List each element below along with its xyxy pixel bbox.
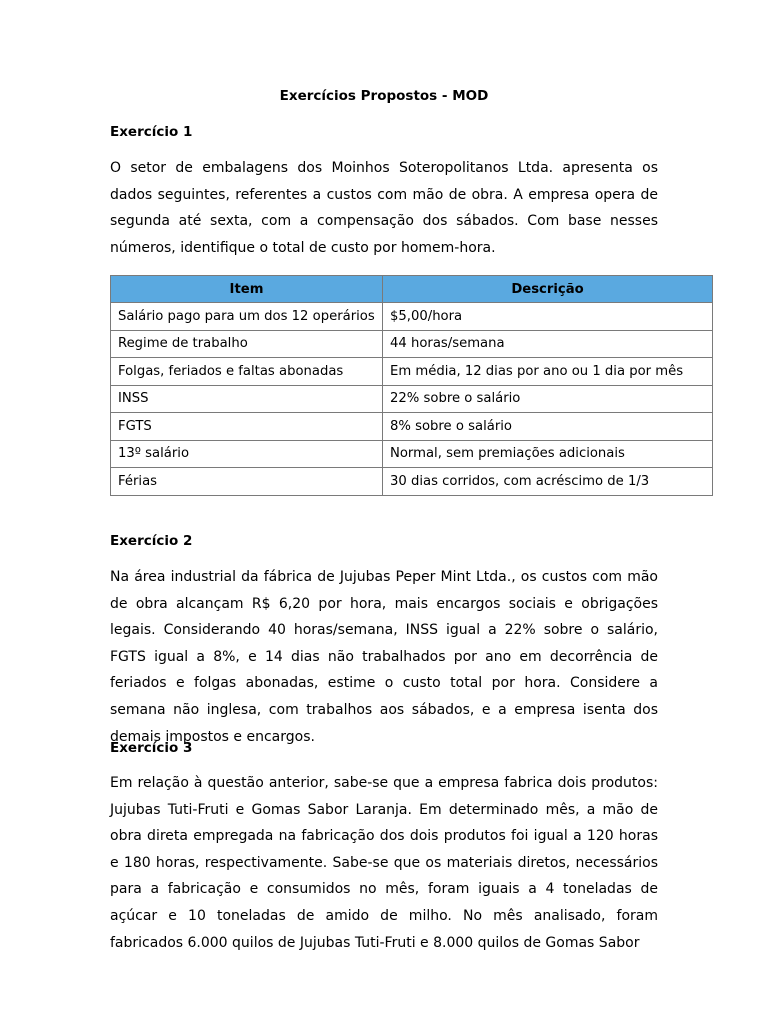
table-row — [111, 385, 713, 413]
table-cell-description: 22% sobre o salário — [383, 385, 713, 413]
table-row — [111, 358, 713, 386]
table-cell-description: $5,00/hora — [383, 303, 713, 331]
table-row — [111, 440, 713, 468]
exercise-3-heading: Exercício 3 — [110, 740, 193, 756]
document-title: Exercícios Propostos - MOD — [279, 88, 489, 104]
table-header-row — [111, 276, 713, 303]
table-cell-item: INSS — [111, 385, 383, 413]
column-header-item: Item — [111, 276, 383, 303]
table-cell-item: FGTS — [111, 413, 383, 441]
table-cell-item: Folgas, feriados e faltas abonadas — [111, 358, 383, 386]
exercise-3-text: Em relação à questão anterior, sabe-se que a empresa fabrica dois produtos: Jujubas Tuti-Fruti e Gomas Sabor Laranja. Em determinado mês, a mão de obra direta empregada na fabricação dos dois produtos foi igual a 120 horas e 180 horas, respectivamente. Sabe-se que os materiais diretos, necessários para a fabricação e consumidos no mês, foram iguais a 4 toneladas de açúcar e 10 toneladas de amido de milho. No mês analisado, foram fabricados 6.000 quilos de Jujubas Tuti-Fruti e 8.000 quilos de Gomas Sabor — [110, 775, 658, 951]
table-cell-description: 30 dias corridos, com acréscimo de 1/3 — [383, 468, 713, 496]
table-cell-item: 13º salário — [111, 440, 383, 468]
table-row — [111, 413, 713, 441]
exercise-1-heading: Exercício 1 — [110, 124, 193, 140]
exercise-2-heading: Exercício 2 — [110, 533, 193, 549]
table-cell-description: Em média, 12 dias por ano ou 1 dia por mês — [383, 358, 713, 386]
exercise-2-text: Na área industrial da fábrica de Jujubas Peper Mint Ltda., os custos com mão de obra alcançam R$ 6,20 por hora, mais encargos sociais e obrigações legais. Considerando 40 horas/semana, INSS igual a 22% sobre o salário, FGTS igual a 8%, e 14 dias não trabalhados por ano em decorrência de feriados e folgas abonadas, estime o custo total por hora. Considere a semana não inglesa, com trabalhos aos sábados, e a empresa isenta dos demais impostos e encargos. — [110, 569, 658, 745]
table-row — [111, 468, 713, 496]
table-cell-description: 44 horas/semana — [383, 330, 713, 358]
table-cell-item: Férias — [111, 468, 383, 496]
table-cell-description: 8% sobre o salário — [383, 413, 713, 441]
labor-cost-table — [110, 275, 713, 496]
table-row — [111, 303, 713, 331]
column-header-description: Descrição — [383, 276, 713, 303]
exercise-1-text: O setor de embalagens dos Moinhos Soteropolitanos Ltda. apresenta os dados seguintes, referentes a custos com mão de obra. A empresa opera de segunda até sexta, com a compensação dos sábados. Com base nesses números, identifique o total de custo por homem-hora. — [110, 160, 658, 256]
table-cell-item: Regime de trabalho — [111, 330, 383, 358]
table-row — [111, 330, 713, 358]
table-cell-description: Normal, sem premiações adicionais — [383, 440, 713, 468]
table-cell-item: Salário pago para um dos 12 operários — [111, 303, 383, 331]
